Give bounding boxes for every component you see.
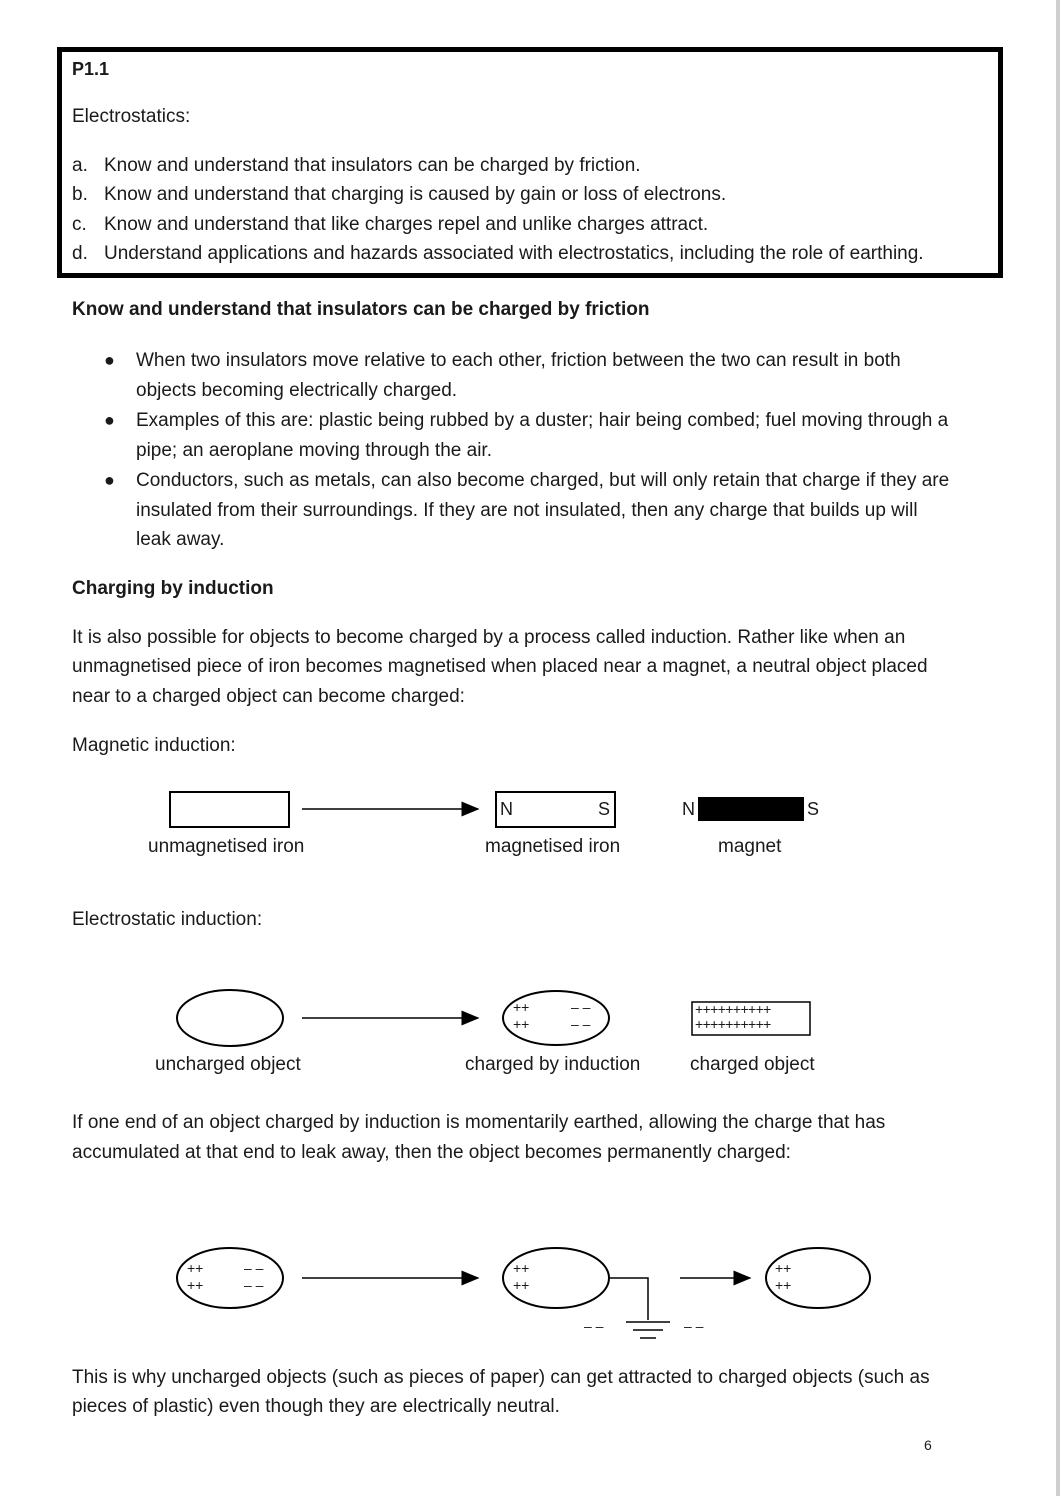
magnetic-induction-label: Magnetic induction: [72, 735, 236, 756]
iron-north-label: N [500, 799, 513, 819]
section-heading-induction: Charging by induction [72, 578, 274, 599]
magnetised-iron-label: magnetised iron [485, 836, 621, 857]
plus-row: ++++++++++ [695, 1016, 771, 1032]
bullet-dot: ● [104, 410, 115, 430]
plus-charges: ++ [513, 1260, 530, 1276]
spec-item-c: Know and understand that like charges repel and unlike charges attract. [104, 214, 709, 235]
iron-south-label: S [598, 799, 611, 819]
spec-code: P1.1 [72, 59, 110, 79]
charged-by-induction-label: charged by induction [465, 1054, 641, 1075]
spec-item-a-letter: a. [72, 155, 88, 176]
induction-para-line-1: It is also possible for objects to become charged by a process called induction. Rather like when an [72, 627, 906, 648]
bullet-2-line-2: pipe; an aeroplane moving through the air. [136, 440, 492, 461]
bullet-dot: ● [104, 470, 115, 490]
bullet-2-line-1: Examples of this are: plastic being rubbed by a duster; hair being combed; fuel moving through a [136, 410, 949, 431]
section-heading-friction: Know and understand that insulators can be charged by friction [72, 299, 650, 320]
minus-charges: – – [571, 999, 591, 1015]
spec-item-b-letter: b. [72, 184, 88, 205]
spec-title: Electrostatics: [72, 106, 191, 127]
uncharged-object-ellipse [177, 990, 283, 1046]
spec-item-a: Know and understand that insulators can be charged by friction. [104, 155, 641, 176]
closing-para-line-1: This is why uncharged objects (such as pieces of paper) can get attracted to charged objects (such as [72, 1367, 930, 1388]
minus-charges: – – [244, 1260, 264, 1276]
spec-item-d-letter: d. [72, 243, 88, 264]
magnet-south-label: S [807, 799, 820, 819]
closing-para-line-2: pieces of plastic) even though they are electrically neutral. [72, 1396, 560, 1417]
induction-para-line-2: unmagnetised piece of iron becomes magnetised when placed near a magnet, a neutral object placed [72, 656, 928, 677]
bullet-3-line-3: leak away. [136, 529, 225, 550]
plus-row: ++++++++++ [695, 1001, 771, 1017]
magnet-north-label: N [682, 799, 695, 819]
minus-charges: – – [244, 1277, 264, 1293]
induction-para-line-3: near to a charged object can become charged: [72, 686, 465, 707]
electrostatic-induction-label: Electrostatic induction: [72, 909, 263, 930]
magnet-label: magnet [718, 836, 782, 857]
unmagnetised-iron-label: unmagnetised iron [148, 836, 305, 857]
plus-charges: ++ [187, 1260, 204, 1276]
earthing-para-line-2: accumulated at that end to leak away, then the object becomes permanently charged: [72, 1142, 791, 1163]
spec-item-c-letter: c. [72, 214, 87, 235]
uncharged-object-label: uncharged object [155, 1054, 301, 1075]
bullet-1-line-2: objects becoming electrically charged. [136, 380, 458, 401]
spec-item-d: Understand applications and hazards associated with electrostatics, including the role of earthing. [104, 243, 924, 264]
earth-wire [609, 1278, 648, 1320]
plus-charges: ++ [513, 1016, 530, 1032]
plus-charges: ++ [775, 1277, 792, 1293]
plus-charges: ++ [513, 999, 530, 1015]
spec-item-b: Know and understand that charging is caused by gain or loss of electrons. [104, 184, 727, 205]
minus-charges: – – [571, 1016, 591, 1032]
bullet-1-line-1: When two insulators move relative to each other, friction between the two can result in both [136, 350, 901, 371]
plus-charges: ++ [775, 1260, 792, 1276]
plus-charges: ++ [187, 1277, 204, 1293]
magnet-bar [698, 797, 804, 821]
charged-object-label: charged object [690, 1054, 815, 1075]
bullet-dot: ● [104, 350, 115, 370]
leaked-minus-charges: – – [684, 1318, 704, 1334]
plus-charges: ++ [513, 1277, 530, 1293]
page-number: 6 [924, 1437, 932, 1453]
earthing-para-line-1: If one end of an object charged by induction is momentarily earthed, allowing the charge that has [72, 1112, 886, 1133]
bullet-3-line-2: insulated from their surroundings. If they are not insulated, then any charge that builds up will [136, 500, 918, 521]
unmagnetised-iron-bar [170, 792, 289, 827]
leaked-minus-charges: – – [584, 1318, 604, 1334]
bullet-3-line-1: Conductors, such as metals, can also become charged, but will only retain that charge if they are [136, 470, 950, 491]
